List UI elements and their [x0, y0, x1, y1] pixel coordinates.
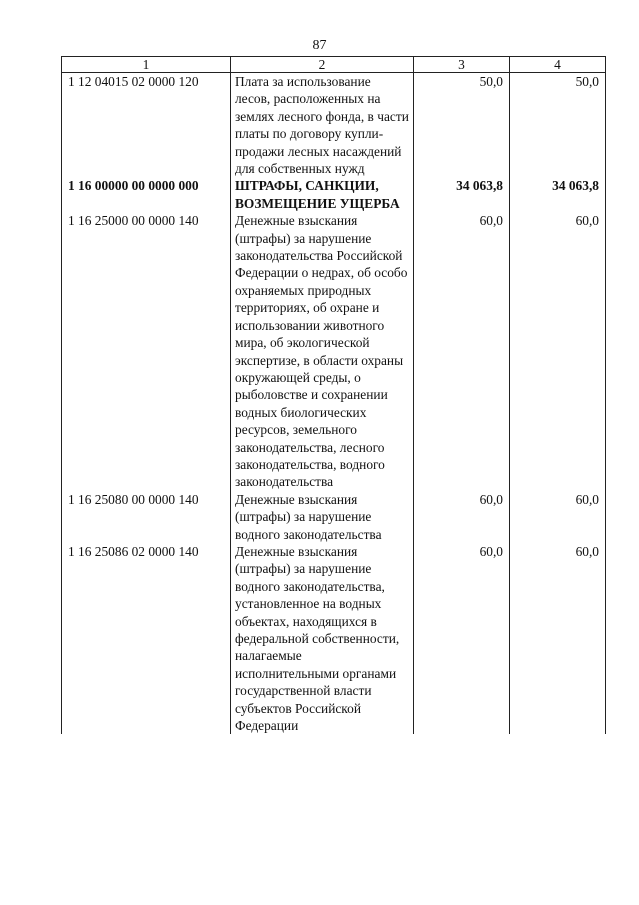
row-code: 1 16 25000 00 0000 140 — [62, 212, 231, 491]
row-value-col3: 60,0 — [414, 212, 510, 491]
row-value-col4: 60,0 — [510, 491, 606, 543]
table-row — [62, 543, 606, 734]
row-code: 1 12 04015 02 0000 120 — [62, 73, 231, 178]
header-col-1: 1 — [62, 57, 231, 73]
row-value-col3: 34 063,8 — [414, 177, 510, 212]
table-row — [62, 73, 606, 178]
row-name: Денежные взыскания (штрафы) за нарушение водного законодательства, установленное на водных объектах, находящихся в федеральной собственности, налагаемые исполнительными органами государственной власти субъектов Российской Федерации — [231, 543, 414, 734]
budget-table — [61, 56, 606, 734]
row-value-col3: 60,0 — [414, 543, 510, 734]
table-row — [62, 177, 606, 212]
header-col-2: 2 — [231, 57, 414, 73]
row-value-col3: 50,0 — [414, 73, 510, 178]
row-name: ШТРАФЫ, САНКЦИИ, ВОЗМЕЩЕНИЕ УЩЕРБА — [231, 177, 414, 212]
row-code: 1 16 25080 00 0000 140 — [62, 491, 231, 543]
row-value-col4: 60,0 — [510, 543, 606, 734]
row-name: Денежные взыскания (штрафы) за нарушение законодательства Российской Федерации о недрах, об особо охраняемых природных территориях, об охране и использовании животного мира, об экологической экспертизе, в области охраны окружающей среды, о рыболовстве и сохранении водных биологических ресурсов, земельного законодательства, лесного законодательства, водного законодательства — [231, 212, 414, 491]
table-header-row — [62, 57, 606, 73]
page-number: 87 — [312, 38, 327, 53]
row-value-col4: 34 063,8 — [510, 177, 606, 212]
row-value-col4: 60,0 — [510, 212, 606, 491]
header-col-4: 4 — [510, 57, 606, 73]
header-col-3: 3 — [414, 57, 510, 73]
row-code: 1 16 25086 02 0000 140 — [62, 543, 231, 734]
row-name: Плата за использование лесов, расположенных на землях лесного фонда, в части платы по договору купли-продажи лесных насаждений для собственных нужд — [231, 73, 414, 178]
row-name: Денежные взыскания (штрафы) за нарушение водного законодательства — [231, 491, 414, 543]
table-row — [62, 491, 606, 543]
row-value-col4: 50,0 — [510, 73, 606, 178]
row-code: 1 16 00000 00 0000 000 — [62, 177, 231, 212]
table-row — [62, 212, 606, 491]
row-value-col3: 60,0 — [414, 491, 510, 543]
